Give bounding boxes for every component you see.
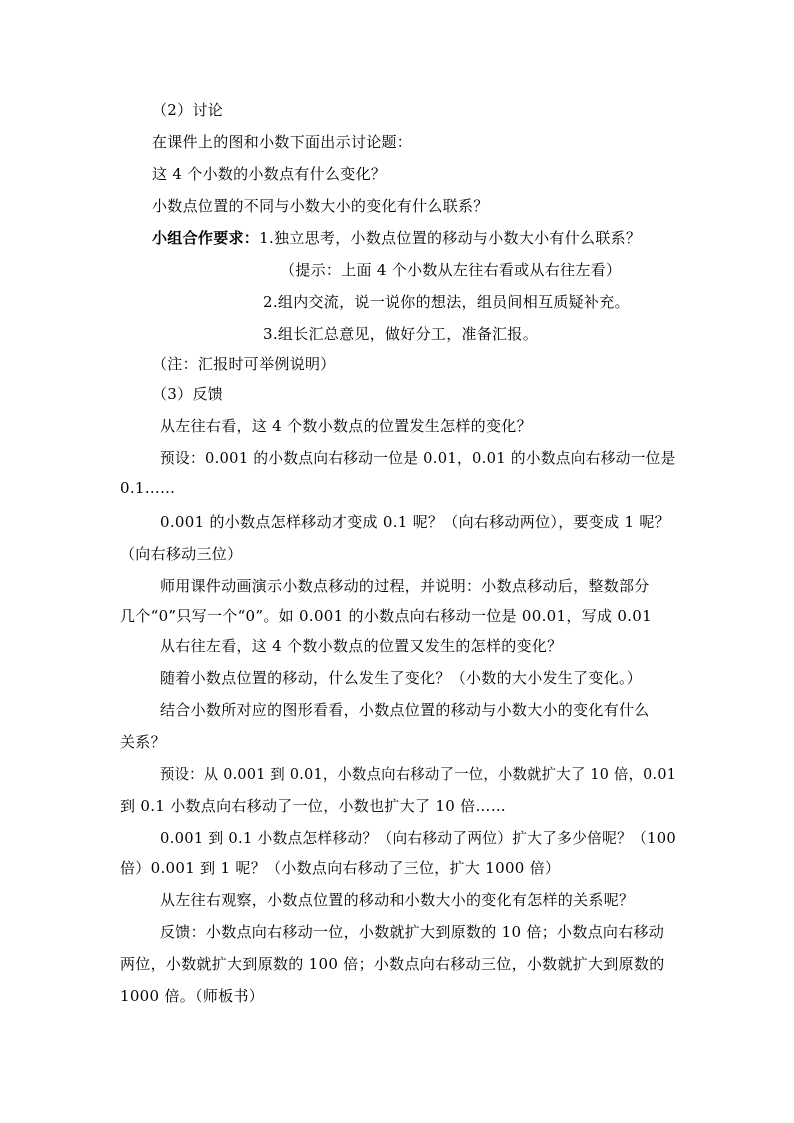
paragraph: 从左往右看，这 4 个数小数点的位置发生怎样的变化？ <box>160 417 532 435</box>
group-work-item-1: 1.独立思考，小数点位置的移动与小数大小有什么联系？ <box>259 229 642 247</box>
paragraph: 从左往右观察，小数点位置的移动和小数大小的变化有怎样的关系呢？ <box>160 891 635 909</box>
paragraph: 随着小数点位置的移动，什么发生了变化？（小数的大小发生了变化。） <box>160 669 643 687</box>
paragraph: 师用课件动画演示小数点移动的过程，并说明：小数点移动后，整数部分 <box>160 577 650 595</box>
group-work-line <box>152 228 641 248</box>
paragraph-continuation: 两位，小数就扩大到原数的 100 倍；小数点向右移动三位，小数就扩大到原数的 <box>120 955 665 973</box>
paragraph: 预设：0.001 的小数点向右移动一位是 0.01，0.01 的小数点向右移动一位是 <box>160 449 676 467</box>
paragraph: 0.001 到 0.1 小数点怎样移动？（向右移动了两位）扩大了多少倍呢？（100 <box>160 829 677 847</box>
paragraph-continuation: 到 0.1 小数点向右移动了一位，小数也扩大了 10 倍…… <box>120 797 507 815</box>
paragraph: 反馈：小数点向右移动一位，小数就扩大到原数的 10 倍；小数点向右移动 <box>160 923 665 941</box>
group-work-label: 小组合作要求： <box>152 229 260 247</box>
paragraph: 预设：从 0.001 到 0.01，小数点向右移动了一位，小数就扩大了 10 倍，0.01 <box>160 765 677 783</box>
paragraph-continuation: 1000 倍。（师板书） <box>120 987 265 1005</box>
paragraph: 小数点位置的不同与小数大小的变化有什么联系？ <box>152 197 489 215</box>
paragraph-continuation: 0.1…… <box>120 479 176 497</box>
paragraph-continuation: 倍）0.001 到 1 呢？（小数点向右移动了三位，扩大 1000 倍） <box>120 859 561 877</box>
paragraph-continuation: （向右移动三位） <box>120 545 243 563</box>
paragraph: 这 4 个小数的小数点有什么变化？ <box>152 165 387 183</box>
paragraph: 结合小数所对应的图形看看，小数点位置的移动与小数大小的变化有什么 <box>160 701 650 719</box>
note-text: （注：汇报时可举例说明） <box>152 355 336 373</box>
hint-text: （提示：上面 4 个小数从左往右看或从右往左看） <box>280 261 622 279</box>
group-work-item-2: 2.组内交流，说一说你的想法，组员间相互质疑补充。 <box>263 293 630 311</box>
paragraph: 从右往左看，这 4 个数小数点的位置又发生的怎样的变化？ <box>160 637 563 655</box>
section-heading-discussion: （2）讨论 <box>152 101 224 119</box>
section-heading-feedback: （3）反馈 <box>152 385 224 403</box>
paragraph-continuation: 关系？ <box>120 733 166 751</box>
paragraph-continuation: 几个“0”只写一个“0”。如 0.001 的小数点向右移动一位是 00.01，写成 0.01 <box>120 607 652 625</box>
paragraph: 在课件上的图和小数下面出示讨论题： <box>152 133 413 151</box>
group-work-item-3: 3.组长汇总意见，做好分工，准备汇报。 <box>263 325 539 343</box>
paragraph: 0.001 的小数点怎样移动才变成 0.1 呢？（向右移动两位），要变成 1 呢？ <box>160 513 670 531</box>
